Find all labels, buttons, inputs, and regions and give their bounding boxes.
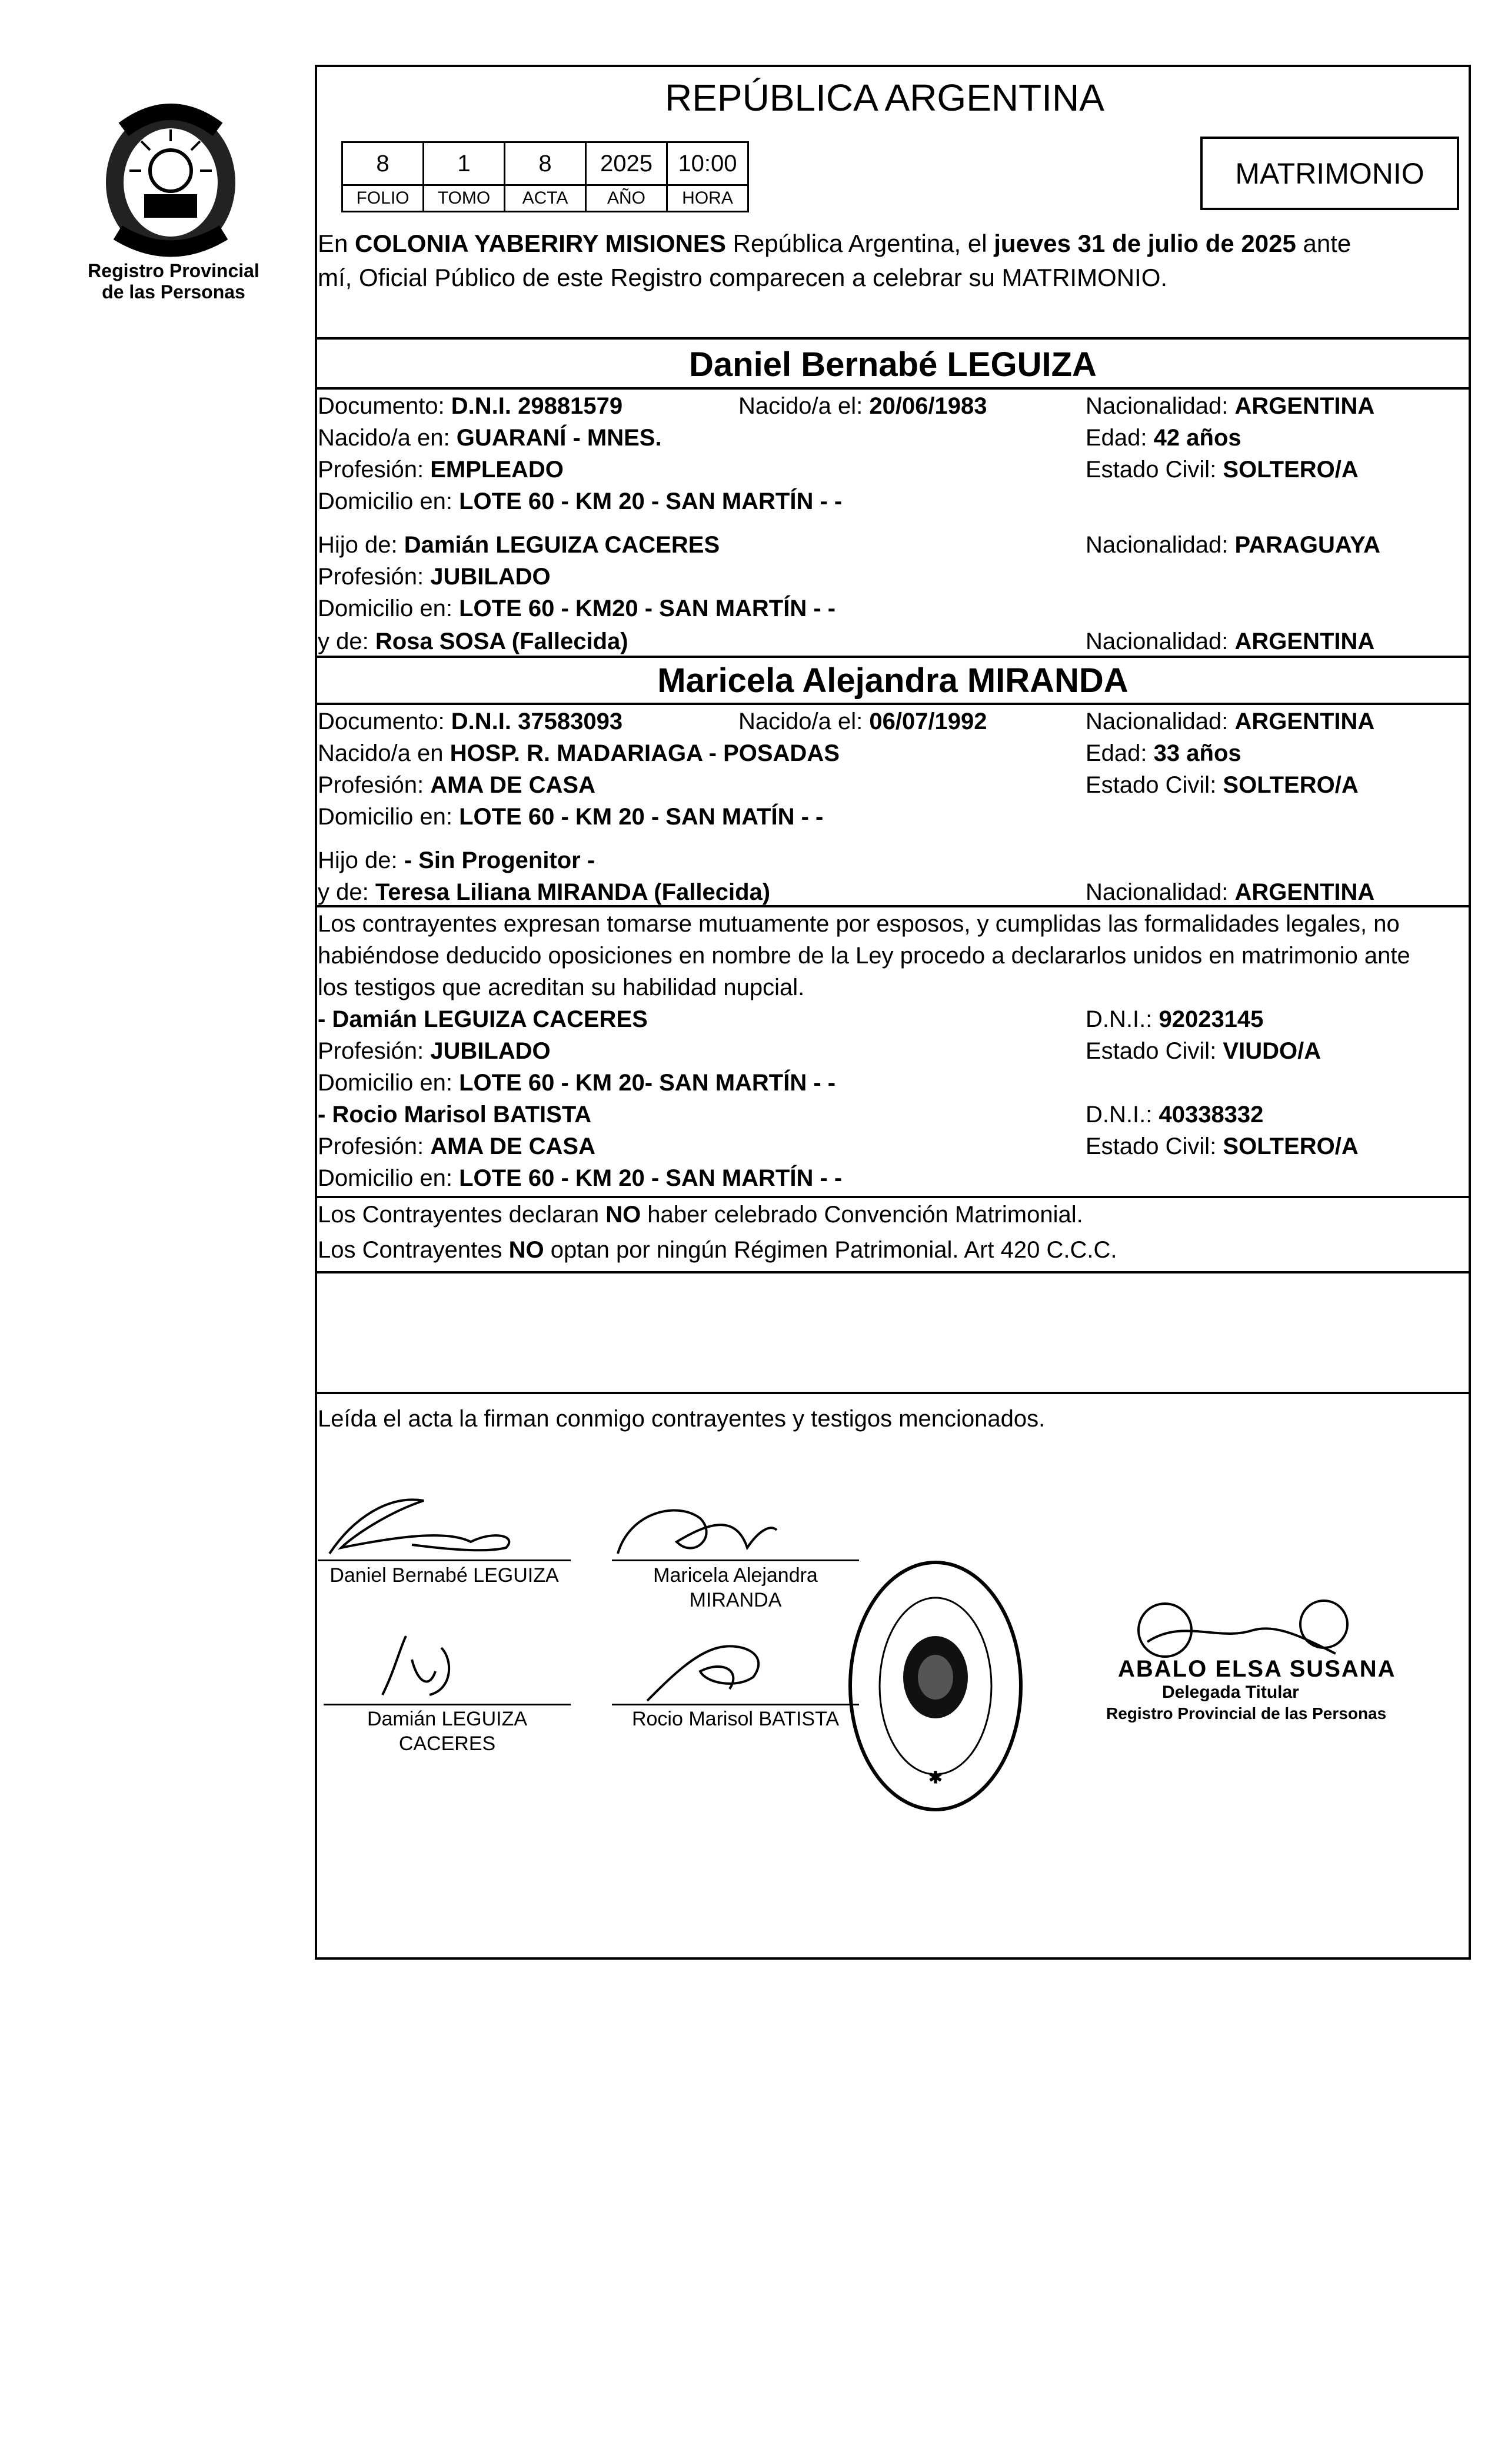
spouse2-document bbox=[318, 706, 623, 737]
label: Documento: bbox=[318, 709, 451, 734]
label: Profesión: bbox=[318, 772, 431, 798]
label: Profesión: bbox=[318, 1038, 431, 1064]
witness1-profession bbox=[318, 1036, 551, 1066]
label: Nacido/a en: bbox=[318, 425, 457, 451]
value: JUBILADO bbox=[430, 564, 551, 590]
value: ARGENTINA bbox=[1234, 629, 1375, 654]
label: Nacido/a el: bbox=[738, 393, 870, 419]
label: Profesión: bbox=[318, 457, 431, 483]
intro-date: jueves 31 de julio de 2025 bbox=[994, 230, 1296, 257]
country-title: REPÚBLICA ARGENTINA bbox=[665, 77, 1104, 119]
tomo-value: 1 bbox=[424, 142, 505, 185]
label: Nacionalidad: bbox=[1086, 709, 1235, 734]
value: SOLTERO/A bbox=[1223, 772, 1359, 798]
value: ARGENTINA bbox=[1234, 709, 1375, 734]
value: D.N.I. 37583093 bbox=[451, 709, 623, 734]
witness1-address bbox=[318, 1068, 835, 1098]
delegation-stamp bbox=[847, 1559, 1024, 1813]
value: LOTE 60 - KM 20 - SAN MARTÍN - - bbox=[459, 1165, 843, 1191]
divider bbox=[315, 337, 1471, 340]
spouse1-born-on bbox=[738, 391, 987, 421]
value: 33 años bbox=[1153, 740, 1241, 766]
label: Documento: bbox=[318, 393, 451, 419]
label: Edad: bbox=[1086, 425, 1154, 451]
signature-scribble bbox=[353, 1624, 471, 1707]
witness2-dni bbox=[1086, 1099, 1263, 1130]
signature-name-4: Rocio Marisol BATISTA bbox=[631, 1708, 840, 1730]
text: optan por ningún Régimen Patrimonial. Art 420 C.C.C. bbox=[544, 1237, 1117, 1263]
spouse2-father bbox=[318, 845, 595, 876]
spouse1-profession bbox=[318, 454, 564, 485]
svg-text:✱: ✱ bbox=[928, 1768, 943, 1787]
value: JUBILADO bbox=[430, 1038, 551, 1064]
label: Domicilio en: bbox=[318, 596, 460, 621]
label: D.N.I.: bbox=[1086, 1102, 1159, 1128]
intro-line-2: mí, Oficial Público de este Registro comparecen a celebrar su MATRIMONIO. bbox=[318, 264, 1168, 291]
act-type-box: MATRIMONIO bbox=[1200, 137, 1459, 210]
value: D.N.I. 29881579 bbox=[451, 393, 623, 419]
acta-value: 8 bbox=[505, 142, 586, 185]
label: Hijo de: bbox=[318, 532, 404, 558]
label: Nacionalidad: bbox=[1086, 393, 1235, 419]
value: 20/06/1983 bbox=[869, 393, 987, 419]
witness2-civil-status bbox=[1086, 1131, 1359, 1162]
spouse2-mother-nationality bbox=[1086, 877, 1374, 907]
intro-text-c: ante bbox=[1296, 230, 1351, 257]
declaration-line-2: habiéndose deducido oposiciones en nombre de la Ley procedo a declararlos unidos en matrimonio ante bbox=[318, 943, 1410, 969]
label: Domicilio en: bbox=[318, 488, 460, 514]
value: PARAGUAYA bbox=[1234, 532, 1380, 558]
divider bbox=[315, 1271, 1471, 1273]
value: SOLTERO/A bbox=[1223, 457, 1359, 483]
value: 40338332 bbox=[1159, 1102, 1264, 1128]
spouse1-civil-status bbox=[1086, 454, 1359, 485]
text: Los Contrayentes bbox=[318, 1237, 509, 1263]
anio-label: AÑO bbox=[586, 185, 667, 212]
text: haber celebrado Convención Matrimonial. bbox=[641, 1202, 1083, 1228]
label: Nacionalidad: bbox=[1086, 532, 1235, 558]
label: Estado Civil: bbox=[1086, 1133, 1223, 1159]
spouse2-born-on bbox=[738, 706, 987, 737]
spouse2-name: Maricela Alejandra MIRANDA bbox=[657, 661, 1129, 700]
witness1-civil-status bbox=[1086, 1036, 1321, 1066]
officer-title: Delegada Titular bbox=[1162, 1682, 1299, 1702]
spouse1-age bbox=[1086, 423, 1241, 453]
emphasis: NO bbox=[605, 1202, 641, 1228]
label: Profesión: bbox=[318, 1133, 431, 1159]
value: ARGENTINA bbox=[1234, 393, 1375, 419]
signature-line bbox=[612, 1559, 859, 1561]
label: Estado Civil: bbox=[1086, 772, 1223, 798]
intro-text-a: En bbox=[318, 230, 355, 257]
witness1-name: - Damián LEGUIZA CACERES bbox=[318, 1006, 648, 1032]
witness2-profession bbox=[318, 1131, 595, 1162]
value: AMA DE CASA bbox=[430, 1133, 595, 1159]
value: Damián LEGUIZA CACERES bbox=[404, 532, 720, 558]
signature-scribble bbox=[606, 1489, 783, 1571]
spouse1-father-nationality bbox=[1086, 530, 1380, 560]
agreement-line-2 bbox=[318, 1235, 1117, 1265]
value: 06/07/1992 bbox=[869, 709, 987, 734]
value: ARGENTINA bbox=[1234, 879, 1375, 905]
registry-caption-2: de las Personas bbox=[102, 281, 245, 302]
signature-name-1: Daniel Bernabé LEGUIZA bbox=[329, 1564, 559, 1587]
label: Domicilio en: bbox=[318, 804, 460, 830]
spouse2-civil-status bbox=[1086, 770, 1359, 800]
spouse1-name: Daniel Bernabé LEGUIZA bbox=[689, 345, 1097, 384]
officer-name: ABALO ELSA SUSANA bbox=[1118, 1656, 1396, 1682]
spouse1-mother bbox=[318, 626, 628, 657]
spouse2-mother bbox=[318, 877, 770, 907]
spouse1-document bbox=[318, 391, 623, 421]
divider bbox=[315, 656, 1471, 658]
value: LOTE 60 - KM 20 - SAN MARTÍN - - bbox=[459, 488, 843, 514]
label: Nacido/a el: bbox=[738, 709, 870, 734]
folio-value: 8 bbox=[342, 142, 424, 185]
value: 92023145 bbox=[1159, 1006, 1264, 1032]
value: - Sin Progenitor - bbox=[404, 847, 595, 873]
value: HOSP. R. MADARIAGA - POSADAS bbox=[450, 740, 840, 766]
spouse2-profession bbox=[318, 770, 595, 800]
label: Profesión: bbox=[318, 564, 431, 590]
label: Domicilio en: bbox=[318, 1070, 460, 1096]
divider bbox=[315, 1392, 1471, 1394]
declaration-line-3: los testigos que acreditan su habilidad nupcial. bbox=[318, 975, 805, 1000]
registry-caption-1: Registro Provincial bbox=[88, 260, 259, 281]
value: AMA DE CASA bbox=[430, 772, 595, 798]
signature-name-2: Maricela Alejandra MIRANDA bbox=[653, 1564, 818, 1611]
divider bbox=[315, 387, 1471, 390]
label: Nacido/a en bbox=[318, 740, 450, 766]
witness2-address bbox=[318, 1163, 842, 1193]
hora-value: 10:00 bbox=[667, 142, 748, 185]
label: y de: bbox=[318, 629, 375, 654]
value: LOTE 60 - KM 20 - SAN MATÍN - - bbox=[459, 804, 824, 830]
signature-name-3: Damián LEGUIZA CACERES bbox=[367, 1708, 528, 1755]
spouse2-address bbox=[318, 802, 823, 832]
value: LOTE 60 - KM20 - SAN MARTÍN - - bbox=[459, 596, 836, 621]
divider bbox=[315, 905, 1471, 907]
intro-place: COLONIA YABERIRY MISIONES bbox=[355, 230, 726, 257]
record-number-table bbox=[341, 141, 749, 212]
label: Nacionalidad: bbox=[1086, 629, 1235, 654]
spouse1-born-in bbox=[318, 423, 662, 453]
value: Rosa SOSA (Fallecida) bbox=[375, 629, 628, 654]
declaration-line-1: Los contrayentes expresan tomarse mutuamente por esposos, y cumplidas las formalidades legales, no bbox=[318, 911, 1400, 937]
signature-scribble bbox=[635, 1624, 788, 1707]
anio-value: 2025 bbox=[586, 142, 667, 185]
value: LOTE 60 - KM 20- SAN MARTÍN - - bbox=[459, 1070, 836, 1096]
value: 42 años bbox=[1153, 425, 1241, 451]
label: Hijo de: bbox=[318, 847, 404, 873]
officer-org: Registro Provincial de las Personas bbox=[1106, 1704, 1387, 1723]
hora-label: HORA bbox=[667, 185, 748, 212]
divider bbox=[315, 703, 1471, 705]
signature-line bbox=[318, 1559, 571, 1561]
intro-text-b: República Argentina, el bbox=[725, 230, 994, 257]
value: GUARANÍ - MNES. bbox=[456, 425, 662, 451]
label: Nacionalidad: bbox=[1086, 879, 1235, 905]
spouse2-age bbox=[1086, 738, 1241, 769]
label: Edad: bbox=[1086, 740, 1154, 766]
text: Los Contrayentes declaran bbox=[318, 1202, 606, 1228]
spouse2-nationality bbox=[1086, 706, 1374, 737]
label: y de: bbox=[318, 879, 375, 905]
spouse1-mother-nationality bbox=[1086, 626, 1374, 657]
value: SOLTERO/A bbox=[1223, 1133, 1359, 1159]
folio-label: FOLIO bbox=[342, 185, 424, 212]
signature-line bbox=[612, 1704, 859, 1705]
value: Teresa Liliana MIRANDA (Fallecida) bbox=[375, 879, 771, 905]
spouse1-father-address bbox=[318, 593, 835, 624]
acta-label: ACTA bbox=[505, 185, 586, 212]
value: EMPLEADO bbox=[430, 457, 564, 483]
spouse1-father-profession bbox=[318, 561, 551, 592]
agreement-line-1 bbox=[318, 1199, 1083, 1230]
registry-logo bbox=[82, 88, 259, 265]
label: D.N.I.: bbox=[1086, 1006, 1159, 1032]
spouse2-born-in bbox=[318, 738, 840, 769]
label: Domicilio en: bbox=[318, 1165, 460, 1191]
tomo-label: TOMO bbox=[424, 185, 505, 212]
value: VIUDO/A bbox=[1223, 1038, 1321, 1064]
spouse1-nationality bbox=[1086, 391, 1374, 421]
intro-line-1 bbox=[318, 228, 1351, 259]
label: Estado Civil: bbox=[1086, 1038, 1223, 1064]
spouse1-address bbox=[318, 486, 842, 517]
divider bbox=[315, 1196, 1471, 1198]
spouse1-father bbox=[318, 530, 720, 560]
witness2-name: - Rocio Marisol BATISTA bbox=[318, 1102, 592, 1128]
signature-line bbox=[324, 1704, 571, 1705]
signature-scribble bbox=[318, 1483, 541, 1565]
label: Estado Civil: bbox=[1086, 457, 1223, 483]
emphasis: NO bbox=[508, 1237, 544, 1263]
coat-of-arms-icon bbox=[82, 88, 259, 265]
witness1-dni bbox=[1086, 1004, 1263, 1035]
closing-statement: Leída el acta la firman conmigo contrayentes y testigos mencionados. bbox=[318, 1406, 1046, 1432]
